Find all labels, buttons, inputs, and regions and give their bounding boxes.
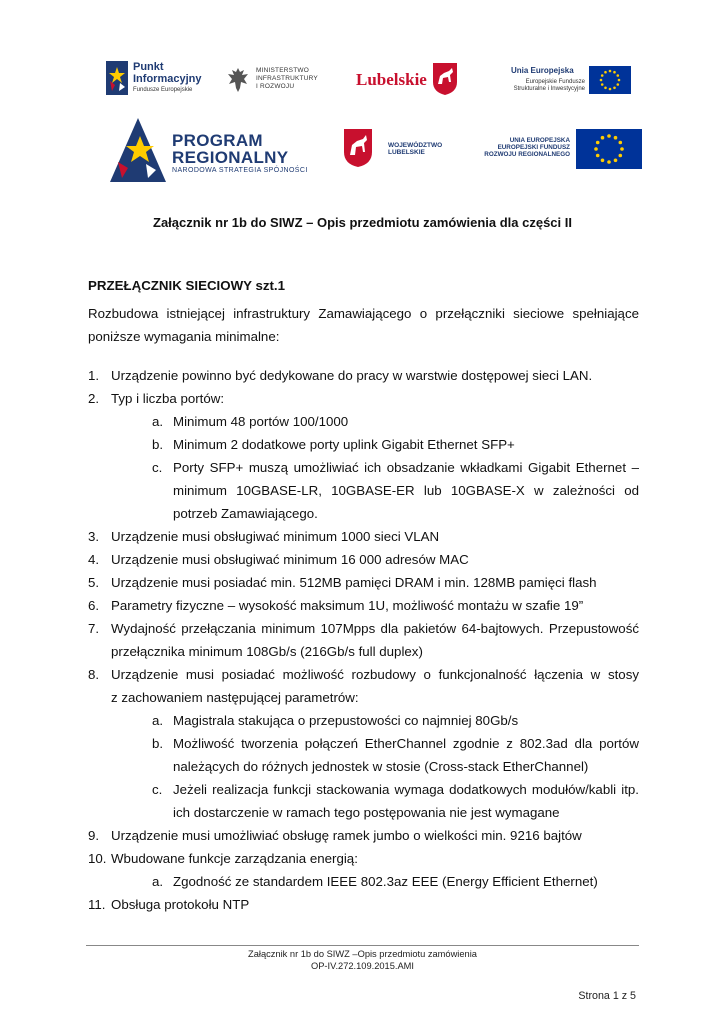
list-item-number: 9.	[88, 828, 100, 843]
list-item-number: 2.	[88, 391, 100, 406]
intro-paragraph: Rozbudowa istniejącej infrastruktury Zamawiającego o przełączniki sieciowe spełniające poniższe wymagania minimalne:	[88, 306, 639, 344]
list-item-text: Urządzenie powinno być dedykowane do pracy w warstwie dostępowej sieci LAN.	[111, 368, 593, 383]
sub-list-item-letter: a.	[152, 874, 164, 889]
punkt-logo-line1: Punkt	[133, 61, 164, 73]
program-regionalny-logo	[110, 118, 320, 184]
ministerstwo-line2: INFRASTRUKTURY	[256, 75, 318, 82]
ue2-line2: EUROPEJSKI FUNDUSZ	[497, 144, 570, 151]
unia-europejska-efsi-logo	[497, 64, 637, 98]
punkt-informacyjny-emblem	[106, 61, 128, 95]
eu-flag-large-icon	[576, 129, 642, 169]
footer-divider	[86, 945, 639, 946]
footer-line2: OP-IV.272.109.2015.AMI	[310, 961, 415, 971]
program-regionalny-emblem	[110, 118, 166, 182]
list-item-text: Urządzenie musi obsługiwać minimum 1000 sieci VLAN	[111, 529, 440, 544]
list-item-number: 1.	[88, 368, 100, 383]
program-line3: NARODOWA STRATEGIA SPÓJNOŚCI	[172, 167, 308, 174]
list-item-number: 5.	[88, 575, 100, 590]
list-item-text-line1: Urządzenie musi posiadać możliwość rozbudowy o funkcjonalność łączenia w stosy	[111, 667, 639, 682]
wojewodztwo-line2: LUBELSKIE	[388, 149, 425, 156]
lubelskie-wordmark: Lubelskie	[356, 70, 427, 89]
sub-list-item-letter: c.	[152, 782, 163, 797]
ue2-line1: UNIA EUROPEJSKA	[509, 137, 570, 144]
ministerstwo-logo	[226, 66, 326, 96]
sub-list-item-text: Magistrala stakująca o przepustowości co najmniej 80Gb/s	[173, 713, 519, 728]
sub-list-item-letter: b.	[152, 736, 164, 751]
lubelskie-logo	[356, 62, 460, 98]
sub-list-item-letter: a.	[152, 414, 164, 429]
sub-list-item-text: Zgodność ze standardem IEEE 802.3az EEE (Energy Efficient Ethernet)	[173, 874, 598, 889]
sub-list-item-text: Minimum 48 portów 100/1000	[173, 414, 349, 429]
ministerstwo-line1: MINISTERSTWO	[256, 67, 309, 74]
unia-europejska-efrr-logo	[470, 128, 646, 170]
wojewodztwo-shield-icon	[343, 128, 373, 168]
sub-list-item-text-line1: Jeżeli realizacja funkcji stackowania wymaga dodatkowych modułów/kabli itp.	[173, 782, 639, 797]
eagle-emblem-icon	[226, 66, 250, 94]
lubelskie-shield-icon	[432, 62, 458, 96]
list-item-text-line1: Wydajność przełączania minimum 107Mpps dla pakietów 64-bajtowych. Przepustowość	[111, 621, 639, 636]
sub-list-item-letter: c.	[152, 460, 163, 475]
footer-line1: Załącznik nr 1b do SIWZ –Opis przedmiotu zamówienia	[248, 949, 477, 959]
sub-list-item-text-line1: Możliwość tworzenia połączeń EtherChannel zgodnie z 802.3ad dla portów	[173, 736, 639, 751]
sub-list-item-text-line1: Porty SFP+ muszą umożliwiać ich obsadzanie wkładkami Gigabit Ethernet –	[173, 460, 639, 475]
punkt-logo-line2: Informacyjny	[133, 73, 202, 85]
sub-list-item-text-line2: ich dostarczenie w ramach tego postępowania nie jest wymagane	[173, 805, 560, 820]
list-item-number: 11.	[88, 897, 106, 912]
list-item-number: 7.	[88, 621, 100, 636]
program-line1: PROGRAM	[172, 131, 263, 150]
list-item-text: Obsługa protokołu NTP	[111, 897, 250, 912]
sub-list-item-text-line2: należących do różnych jednostek w stosie (Cross-stack EtherChannel)	[173, 759, 589, 774]
sub-list-item-letter: a.	[152, 713, 164, 728]
list-item-text: Urządzenie musi obsługiwać minimum 16 000 adresów MAC	[111, 552, 469, 567]
program-line2: REGIONALNY	[172, 148, 289, 167]
list-item-text-line2: z zachowaniem następującej parametrów:	[111, 690, 359, 705]
wojewodztwo-lubelskie-logo	[343, 128, 453, 170]
list-item-text: Urządzenie musi umożliwiać obsługę ramek jumbo o wielkości min. 9216 bajtów	[111, 828, 582, 843]
wojewodztwo-line1: WOJEWÓDZTWO	[388, 142, 443, 149]
list-item-number: 10.	[88, 851, 107, 866]
list-item-text: Urządzenie musi posiadać min. 512MB pamięci DRAM i min. 128MB pamięci flash	[111, 575, 597, 590]
list-item-text: Parametry fizyczne – wysokość maksimum 1U, możliwość montażu w szafie 19”	[111, 598, 584, 613]
list-item-text-line2: przełącznika minimum 108Gb/s (216Gb/s full duplex)	[111, 644, 423, 659]
eu-flag-icon	[589, 66, 631, 94]
list-item-number: 4.	[88, 552, 100, 567]
list-item-number: 8.	[88, 667, 100, 682]
sub-list-item-text-line2: minimum 10GBASE-LR, 10GBASE-ER lub 10GBASE-X w zależności od	[173, 483, 639, 498]
document-title: Załącznik nr 1b do SIWZ – Opis przedmiotu zamówienia dla części II	[153, 215, 572, 230]
punkt-informacyjny-logo	[106, 61, 216, 97]
sub-list-item-text: Minimum 2 dodatkowe porty uplink Gigabit Ethernet SFP+	[173, 437, 515, 452]
sub-list-item-letter: b.	[152, 437, 164, 452]
section-heading: PRZEŁĄCZNIK SIECIOWY szt.1	[88, 278, 286, 293]
list-item-number: 3.	[88, 529, 100, 544]
ministerstwo-line3: I ROZWOJU	[256, 83, 295, 90]
ue2-line3: ROZWOJU REGIONALNEGO	[484, 151, 570, 158]
ue1-line1: Unia Europejska	[511, 66, 574, 75]
ue1-line2: Europejskie Fundusze	[525, 79, 585, 85]
sub-list-item-text-line3: potrzeb Zamawiającego.	[173, 506, 318, 521]
punkt-logo-line3: Fundusze Europejskie	[133, 87, 193, 93]
ue1-line3: Strukturalne i Inwestycyjne	[513, 86, 585, 92]
page-number: Strona 1 z 5	[578, 990, 636, 1002]
list-item-text: Typ i liczba portów:	[111, 391, 225, 406]
list-item-number: 6.	[88, 598, 100, 613]
list-item-text: Wbudowane funkcje zarządzania energią:	[111, 851, 358, 866]
